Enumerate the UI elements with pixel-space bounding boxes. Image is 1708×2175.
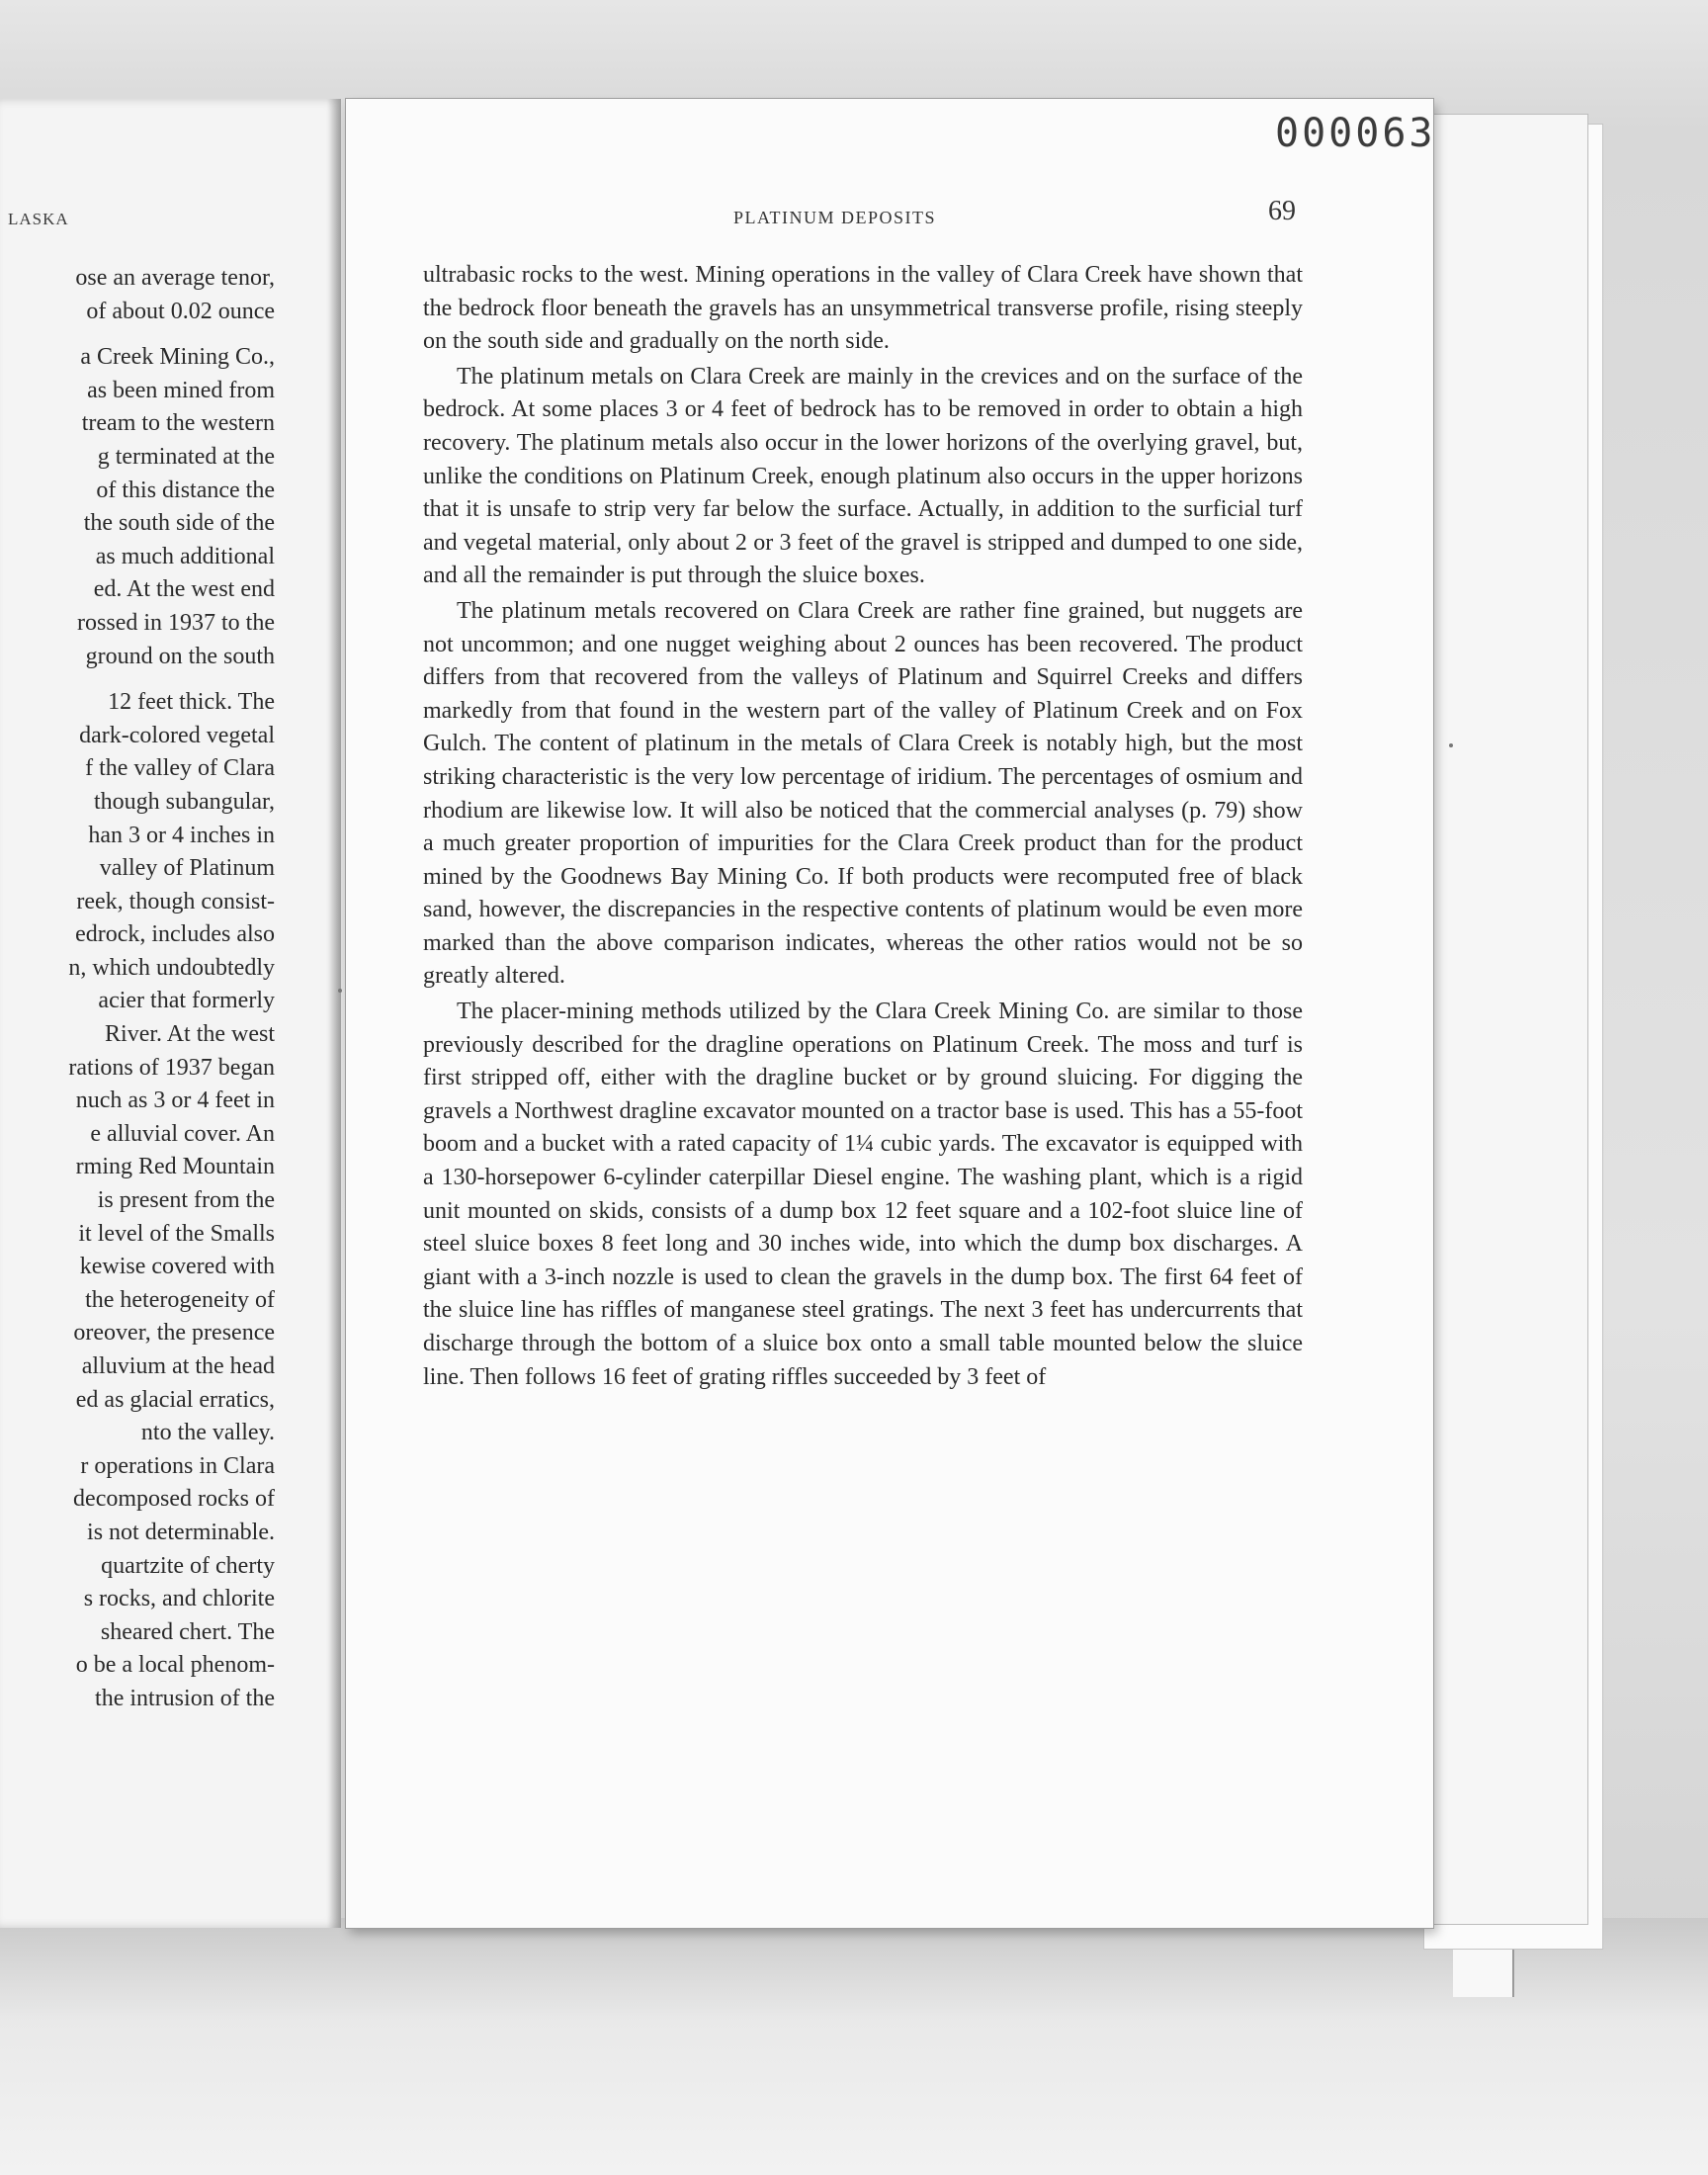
left-page-line: a Creek Mining Co., (80, 344, 275, 371)
left-page-line: edrock, includes also (75, 921, 275, 948)
left-page-line: as been mined from (87, 377, 275, 403)
left-page-line: valley of Platinum (99, 855, 275, 882)
left-page-line: dark-colored vegetal (79, 722, 275, 748)
document-number-stamp: 000063 (1275, 111, 1436, 156)
paragraph: The platinum metals on Clara Creek are mainly in the crevices and on the surface of the bedrock. At some places 3 or 4 feet of bedrock has to be removed in order to obtain a high recovery. The platinum metals also occur in the lower horizons of the overlying gravel, but, unlike the conditions on Platinum Creek, enough platinum also occurs in the upper horizons that it is unsafe to strip very far below the surface. Actually, in addition to the surficial turf and vegetal material, only about 2 or 3 feet of the gravel is stripped and dumped to one side, and all the remainder is put through the sluice boxes. (423, 363, 1303, 589)
left-page-line: g terminated at the (97, 443, 275, 470)
left-page-line: the intrusion of the (95, 1685, 275, 1711)
left-page-line: oreover, the presence (73, 1320, 275, 1347)
left-page-line: it level of the Smalls (78, 1220, 275, 1247)
left-page-line: the south side of the (83, 510, 275, 537)
left-page-line: ground on the south (85, 643, 275, 669)
left-page-line: decomposed rocks of (73, 1486, 275, 1513)
left-page-line: o be a local phenom- (75, 1652, 275, 1679)
scan-bottom-shadow (0, 1918, 1708, 2175)
left-page-line: acier that formerly (98, 988, 275, 1014)
left-page-line: han 3 or 4 inches in (88, 822, 275, 848)
left-page-line: nuch as 3 or 4 feet in (75, 1088, 275, 1114)
paragraph-gap (0, 328, 275, 341)
left-page-line: rations of 1937 began (68, 1054, 275, 1081)
left-page-line: kewise covered with (79, 1254, 275, 1280)
book-gutter (327, 99, 341, 1928)
left-page-line: sheared chert. The (100, 1618, 275, 1645)
left-running-head: LASKA (8, 210, 69, 228)
left-page-line: alluvium at the head (81, 1353, 275, 1379)
left-page-line: as much additional (95, 543, 275, 569)
scan-speck (338, 989, 342, 993)
left-page-line: though subangular, (93, 788, 275, 815)
paragraph: ultrabasic rocks to the west. Mining operations in the valley of Clara Creek have shown that the bedrock floor beneath the gravels has an unsymmetrical transverse profile, rising steeply on the south side and gradually on the north side. (423, 262, 1303, 355)
left-page-line: e alluvial cover. An (90, 1120, 275, 1147)
left-page-line: r operations in Clara (80, 1452, 275, 1479)
scan-speck (1449, 743, 1453, 747)
paragraph: The platinum metals recovered on Clara Creek are rather fine grained, but nuggets are not uncommon; and one nugget weighing about 2 ounces has been recovered. The product differs from that recovered from the valleys of Platinum and Squirrel Creeks and differs markedly from that found in the western part of the valley of Platinum Creek and on Fox Gulch. The content of platinum in the metals of Clara Creek is notably high, but the most striking characteristic is the very low percentage of iridium. The percentages of osmium and rhodium are likewise low. It will also be noticed that the commercial analyses (p. 79) show a much greater proportion of impurities for the Clara Creek product than for the product mined by the Goodnews Bay Mining Co. If both products were recomputed free of black sand, however, the discrepancies in the respective contents of platinum would be even more marked than the above comparison indicates, whereas the other ratios would not be so greatly altered. (423, 597, 1303, 990)
left-page-line: n, which undoubtedly (68, 954, 275, 981)
left-page-line: ed as glacial erratics, (75, 1386, 275, 1413)
left-page-line: ose an average tenor, (75, 265, 275, 291)
page-number: 69 (1268, 196, 1296, 226)
left-page-line: 12 feet thick. The (108, 689, 275, 716)
left-page-line: reek, though consist- (76, 888, 275, 914)
left-page-line: tream to the western (81, 410, 275, 437)
left-page-line: ed. At the west end (93, 576, 275, 603)
left-page-text-column (0, 262, 275, 1716)
page-body (423, 259, 1303, 1396)
left-page-line: rming Red Mountain (75, 1154, 275, 1180)
left-page-line: of about 0.02 ounce (86, 298, 275, 324)
left-page-line: the heterogeneity of (85, 1286, 275, 1313)
left-page-line: is present from the (97, 1187, 275, 1214)
left-page-line: s rocks, and chlorite (83, 1586, 275, 1612)
running-head: PLATINUM DEPOSITS (733, 208, 937, 227)
left-page-line: of this distance the (96, 477, 275, 503)
left-page-line: rossed in 1937 to the (77, 609, 275, 636)
paragraph-gap (0, 673, 275, 686)
left-page-line: quartzite of cherty (101, 1552, 275, 1579)
left-page-line: River. At the west (105, 1021, 275, 1048)
paragraph: The placer-mining methods utilized by the Clara Creek Mining Co. are similar to those previously described for the dragline operations on Platinum Creek. The moss and turf is first stripped off, either with the dragline bucket or by ground sluicing. For digging the gravels a Northwest dragline excavator mounted on a tractor base is used. This has a 55-foot boom and a bucket with a rated capacity of 1¼ cubic yards. The excavator is equipped with a 130-horsepower 6-cylinder caterpillar Diesel engine. The washing plant, which is a rigid unit mounted on skids, consists of a dump box 12 feet square and a 102-foot sluice line of steel sluice boxes 8 feet long and 30 inches wide, into which the dump box discharges. A giant with a 3-inch nozzle is used to clean the gravels in the dump box. The first 64 feet of the sluice line has riffles of manganese steel gratings. The next 3 feet has undercurrents that discharge through the bottom of a sluice box onto a small table mounted below the sluice line. Then follows 16 feet of grating riffles succeeded by 3 feet of (423, 999, 1303, 1390)
left-page-line: nto the valley. (140, 1420, 275, 1446)
left-page (0, 99, 341, 1928)
left-page-line: is not determinable. (87, 1519, 275, 1545)
left-page-line: f the valley of Clara (85, 755, 275, 782)
